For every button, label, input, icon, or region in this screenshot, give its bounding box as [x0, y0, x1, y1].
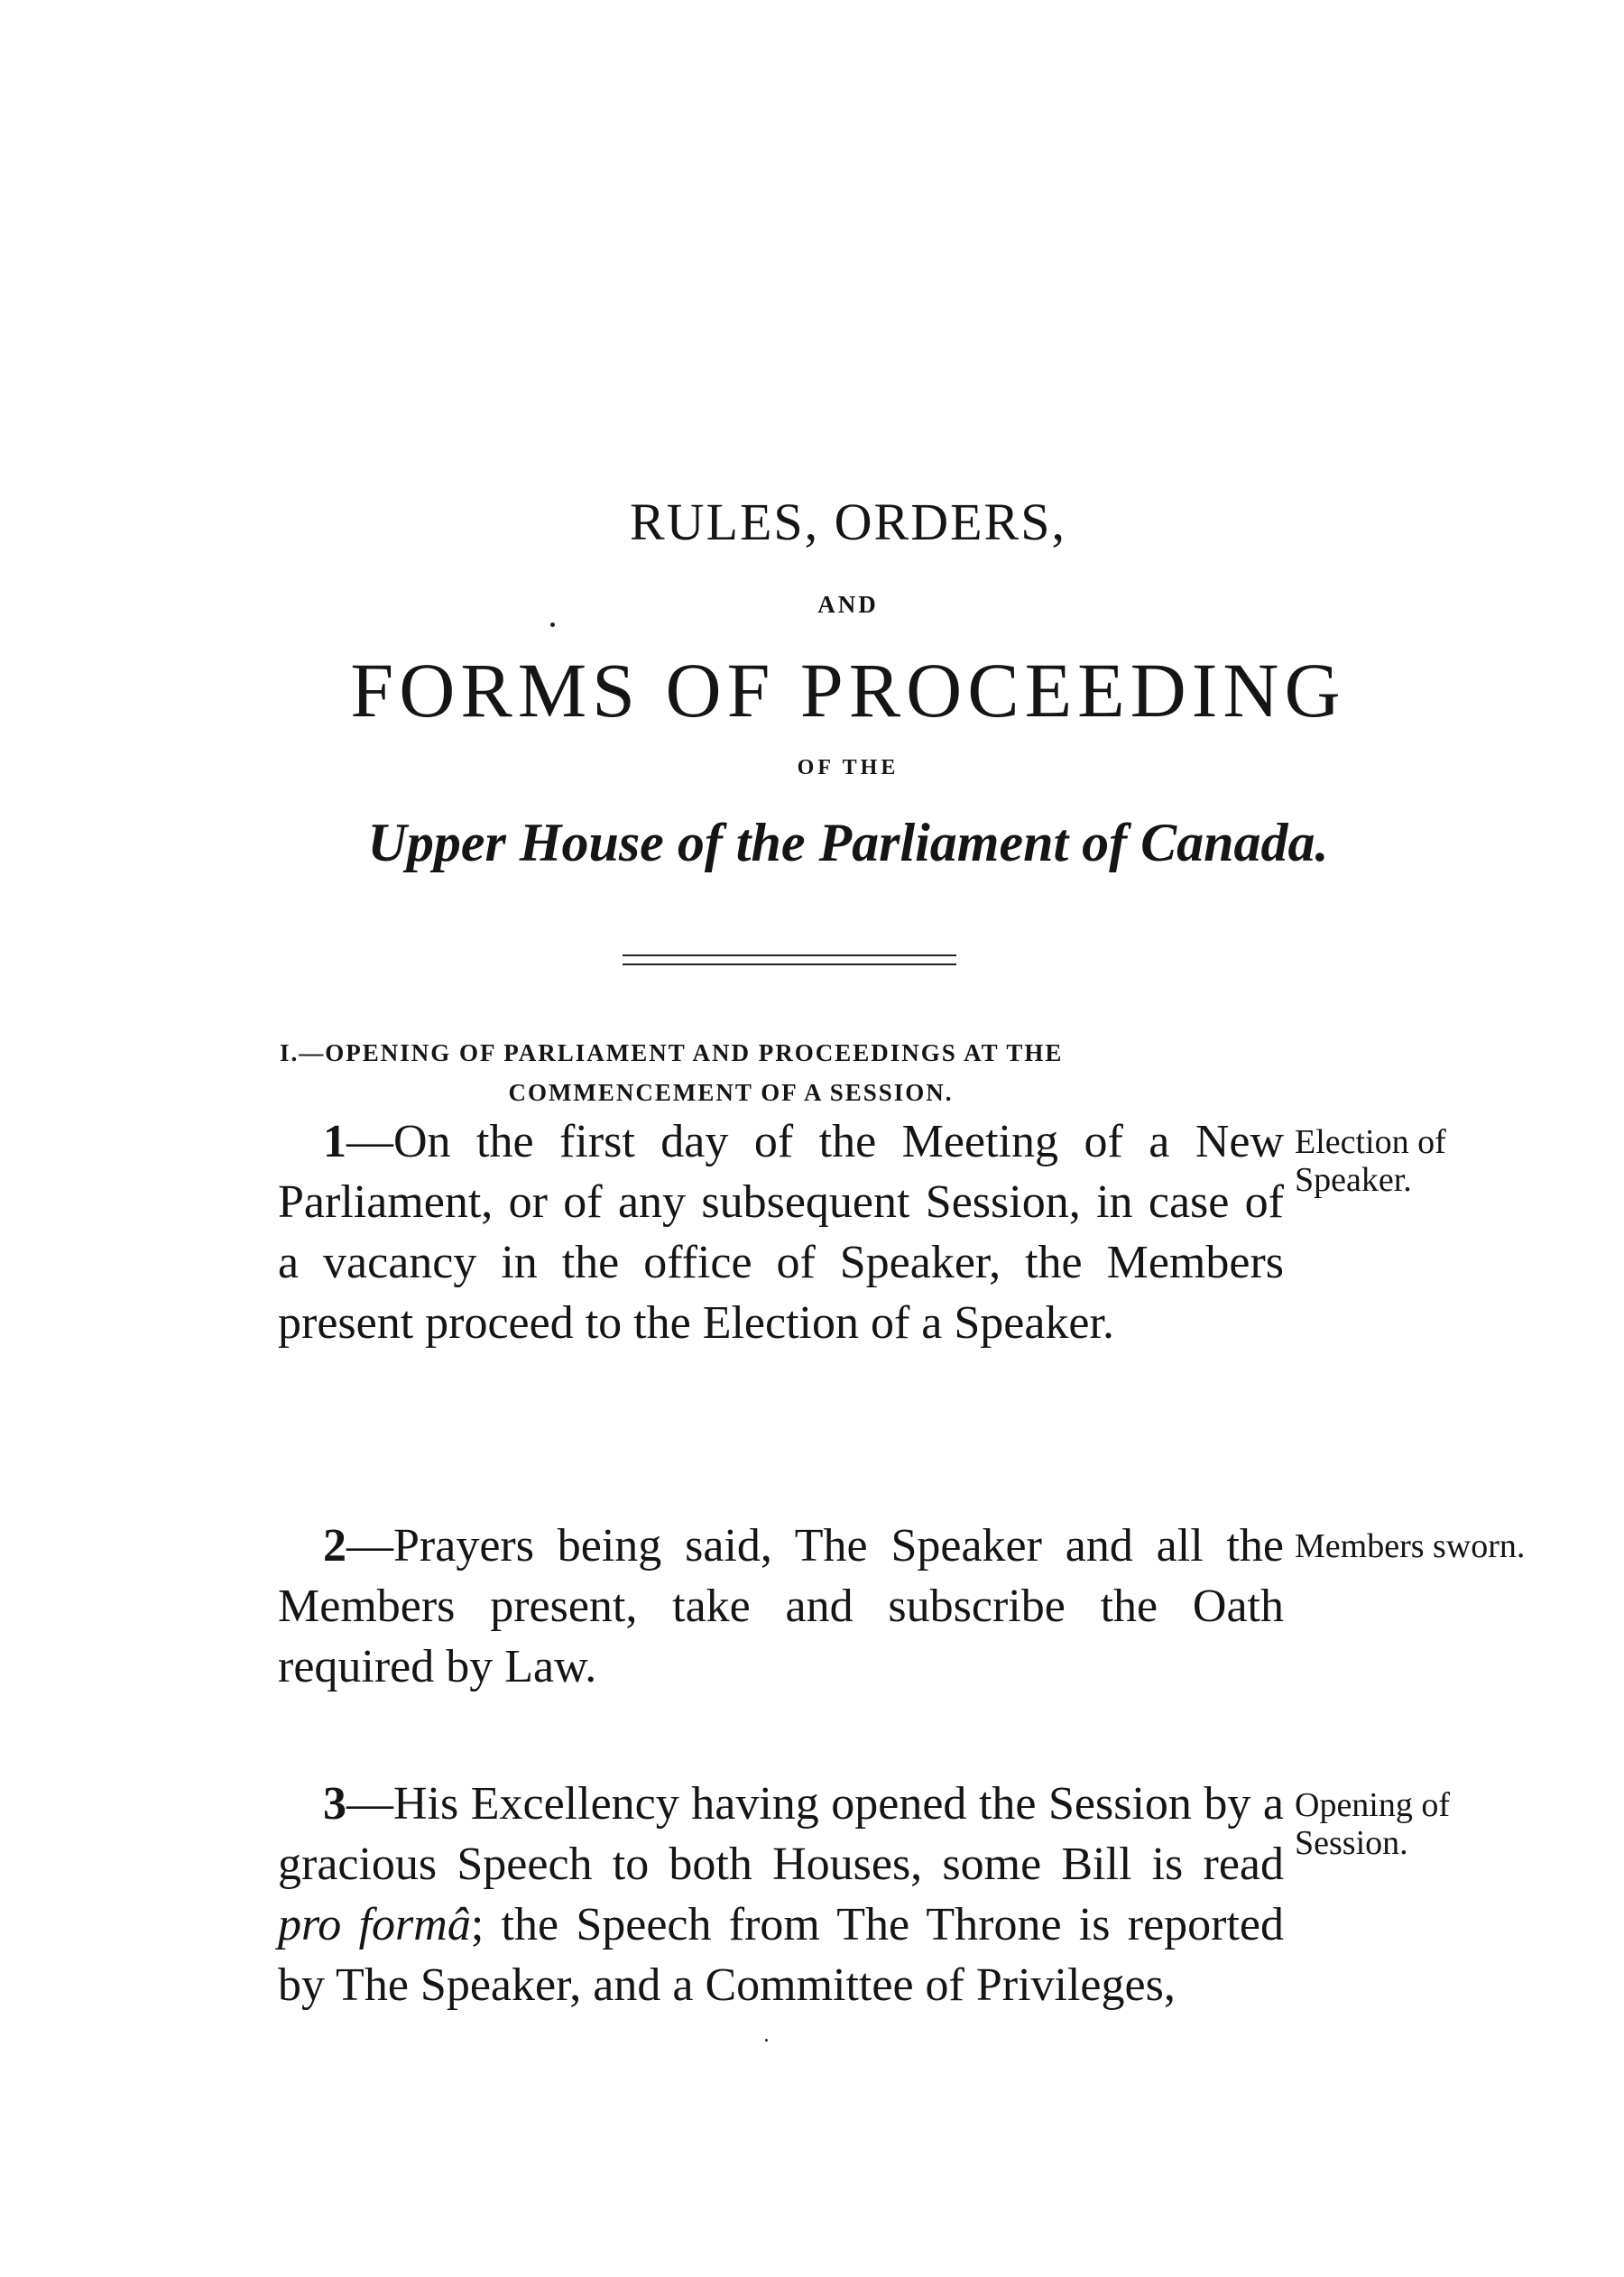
- title-and: AND: [817, 591, 879, 618]
- rule-1-text: —On the first day of the Meeting of a New Parliament, or of any subsequent Session, in case of a vacancy in the office of Speaker, the Members present proceed to the Election of a Speaker.: [278, 1116, 1284, 1349]
- title-line-2: FORMS OF PROCEEDING: [350, 647, 1346, 733]
- section-heading-line-2: COMMENCEMENT OF A SESSION.: [508, 1079, 954, 1106]
- double-rule-bottom: [623, 963, 956, 965]
- title-of-the: OF THE: [797, 756, 900, 779]
- section-heading-line-1: I.—OPENING OF PARLIAMENT AND PROCEEDINGS AT THE: [280, 1039, 1064, 1066]
- rule-2-paragraph: [278, 1516, 1284, 1697]
- rule-2-margin-note: Members sworn.: [1295, 1527, 1526, 1565]
- title-line-3: Upper House of the Parliament of Canada.: [367, 813, 1329, 872]
- rule-3-text-before: —His Excellency having opened the Session by a gracious Speech to both Houses, some Bill is read: [278, 1778, 1284, 1890]
- print-speck: [550, 622, 555, 627]
- title-line-1: RULES, ORDERS,: [629, 493, 1066, 551]
- rule-2-number: 2: [323, 1520, 346, 1572]
- rule-3-text-after: ; the Speech from The Throne is reported by The Speaker, and a Committee of Privileges,: [278, 1899, 1285, 2011]
- rule-1-number: 1: [323, 1116, 346, 1167]
- rule-3-number: 3: [323, 1778, 346, 1830]
- section-heading: [280, 1033, 1254, 1112]
- rule-3-margin-note: Opening of Session.: [1295, 1786, 1451, 1862]
- double-rule-top: [623, 954, 956, 956]
- rule-3-paragraph: [278, 1774, 1284, 2015]
- rule-2-text: —Prayers being said, The Speaker and all the Members present, take and subscribe the Oath required by Law.: [278, 1520, 1284, 1692]
- print-speck: [765, 2039, 768, 2042]
- rule-3-text-italic: pro formâ: [278, 1899, 471, 1950]
- rule-1-margin-note: Election of Speaker.: [1295, 1123, 1446, 1199]
- rule-1-paragraph: [278, 1111, 1284, 1353]
